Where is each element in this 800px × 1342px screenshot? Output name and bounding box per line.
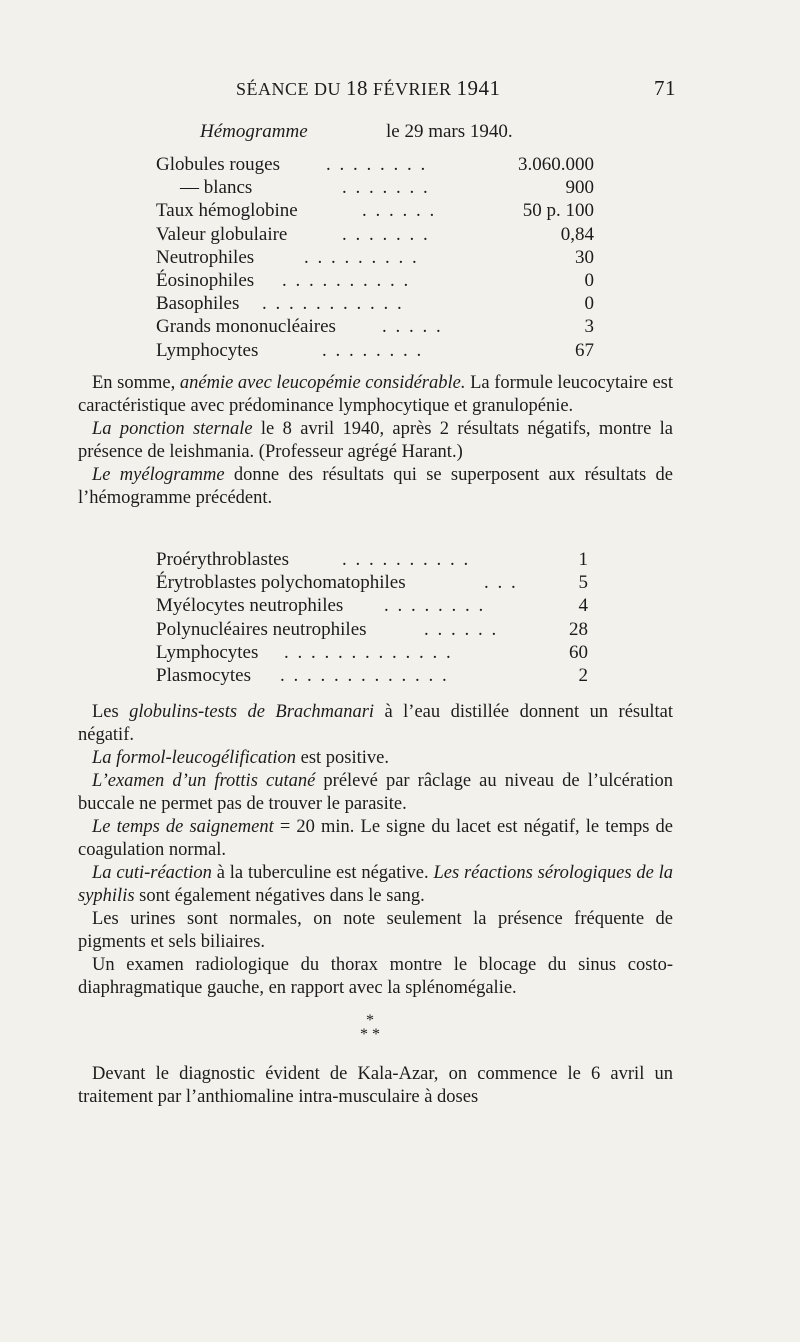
row-label: Globules rouges — [156, 154, 281, 175]
row-leader: . . . . . . . . — [322, 339, 424, 361]
row-label: Grands mononucléaires — [156, 316, 336, 338]
row-leader: . . . . . . . . . . — [282, 269, 411, 291]
table-row — [156, 594, 588, 617]
row-value: 2 — [578, 664, 588, 686]
row-value: 0 — [584, 269, 594, 291]
table-row — [156, 292, 594, 315]
table-row — [156, 176, 594, 199]
table-row — [156, 246, 594, 269]
row-leader: . . . . . . . . . . . . . — [280, 664, 449, 686]
row-leader: . . . . . . . . . — [304, 246, 419, 268]
text-run: à l’eau distillée donnent un résultat négatif. — [78, 702, 674, 745]
myelogram-table — [156, 548, 588, 687]
hemogram-heading — [200, 121, 600, 143]
header-month: FÉVRIER — [368, 79, 457, 99]
text-run: = 20 min. Le signe du lacet est négatif, le temps de coagulation normal. — [78, 817, 673, 860]
row-label: Taux hémoglobine — [156, 200, 298, 222]
text-run-italic: Le temps de saignement — [92, 817, 274, 837]
row-leader: . . . . . . . . . . . . . — [284, 641, 453, 663]
row-label: Lymphocytes — [156, 641, 259, 663]
row-value: 3 — [584, 316, 594, 338]
table-row — [156, 641, 588, 664]
body-text-block-2 — [78, 701, 673, 1000]
row-value: 50 p. 100 — [522, 200, 594, 222]
row-value: 900 — [565, 177, 594, 199]
table-row — [156, 618, 588, 641]
row-label: Lymphocytes — [156, 339, 259, 361]
row-leader: . . . . . . . — [342, 177, 430, 199]
row-value: 30 — [575, 246, 594, 268]
text-run: Les — [92, 702, 130, 722]
row-leader: . . . . . . . — [342, 223, 430, 245]
body-text-block-3 — [78, 1063, 673, 1109]
body-text-block-1 — [78, 372, 673, 510]
paragraph: Un examen radiologique du thorax montre le blocage du sinus costo-diaphragmatique gauche, en rapport avec la splénomégalie. — [78, 955, 673, 998]
text-run: donne des résultats qui se superposent aux résultats de l’hémogramme précédent. — [78, 465, 673, 508]
text-run-italic: Le myélogramme — [92, 465, 225, 485]
table-row — [156, 223, 594, 246]
hemogram-table — [156, 153, 594, 362]
section-separator — [350, 1014, 390, 1042]
text-run-italic: anémie avec leucopémie considérable. — [179, 373, 466, 393]
row-label: Myélocytes neutrophiles — [156, 595, 344, 617]
paragraph — [78, 464, 673, 510]
paragraph — [78, 701, 673, 747]
row-label — [156, 176, 252, 199]
separator-stars-bottom: * * — [360, 1026, 380, 1043]
paragraph: Les urines sont normales, on note seulement la présence fréquente de pigments et sels biliaires. — [78, 909, 673, 952]
row-value: 28 — [569, 618, 588, 640]
table-row — [156, 153, 594, 176]
row-label-text: — blancs — [180, 177, 253, 199]
row-leader: . . . . . . . . — [384, 595, 486, 617]
table-row — [156, 269, 594, 292]
header-title — [236, 76, 501, 101]
row-label: Neutrophiles — [156, 246, 255, 268]
row-value: 1 — [578, 549, 588, 570]
row-value: 4 — [578, 595, 588, 617]
text-run: est positive. — [296, 748, 390, 768]
hemogram-date: le 29 mars 1940. — [386, 121, 513, 142]
text-run-italic: L’examen d’un frottis cutané — [92, 771, 316, 791]
row-label: Basophiles — [156, 293, 240, 315]
header-day: 18 — [346, 76, 369, 100]
text-run-italic: La cuti-réaction — [92, 863, 212, 883]
table-row — [156, 664, 588, 687]
table-row — [156, 548, 588, 571]
row-value: 3.060.000 — [518, 154, 594, 175]
row-leader: . . . . . . — [424, 618, 499, 640]
paragraph — [78, 418, 673, 464]
row-value: 67 — [575, 339, 594, 361]
text-run: sont également négatives dans le sang. — [134, 886, 425, 906]
text-run: à la tuberculine est négative. — [211, 863, 434, 883]
row-leader: . . . . . — [382, 316, 443, 338]
header-year: 1941 — [456, 76, 501, 100]
text-run: La formule leucocytaire est caractéristique avec prédominance lymphocytique et granulopénie. — [78, 373, 673, 416]
page-number: 71 — [654, 76, 676, 100]
row-value: 0,84 — [560, 223, 594, 245]
row-leader: . . . . . . . . . . — [342, 549, 471, 570]
row-value: 5 — [578, 572, 588, 594]
text-run-italic: Les réactions sérologiques de la syphilis — [78, 863, 674, 906]
row-label: Plasmocytes — [156, 664, 251, 686]
paragraph — [78, 747, 673, 770]
row-value: 60 — [569, 641, 588, 663]
row-label: Érytroblastes polychomatophiles — [156, 572, 406, 594]
text-run: En somme, — [92, 373, 180, 393]
text-run-italic: La formol-leucogélification — [92, 748, 296, 768]
row-label: Éosinophiles — [156, 269, 255, 291]
header-left: SÉANCE DU — [236, 79, 347, 99]
row-leader: . . . . . . — [362, 200, 437, 222]
paragraph — [78, 816, 673, 862]
paragraph — [78, 372, 673, 418]
row-leader: . . . . . . . . . . . — [262, 293, 404, 315]
running-header — [236, 74, 676, 104]
row-label: Polynucléaires neutrophiles — [156, 618, 367, 640]
text-run: le 8 avril 1940, après 2 résultats négatifs, montre la présence de leishmania. (Professeur agrégé Harant.) — [78, 419, 673, 462]
row-label: Proérythroblastes — [156, 549, 289, 570]
table-row — [156, 571, 588, 594]
separator-star-top: * — [366, 1012, 374, 1029]
row-leader: . . . . . . . . — [326, 154, 428, 175]
hemogram-title: Hémogramme — [200, 121, 308, 142]
table-row — [156, 315, 594, 338]
row-value: 0 — [584, 293, 594, 315]
row-leader: . . . — [484, 572, 518, 594]
text-run-italic: globulins-tests de Brachmanari — [129, 702, 375, 722]
text-run-italic: La ponction sternale — [92, 419, 253, 439]
table-row — [156, 199, 594, 222]
text-run: prélevé par râclage au niveau de l’ulcération buccale ne permet pas de trouver le parasite. — [78, 771, 673, 814]
paragraph — [78, 770, 673, 816]
table-row — [156, 339, 594, 362]
paragraph: Devant le diagnostic évident de Kala-Azar, on commence le 6 avril un traitement par l’anthiomaline intra-musculaire à doses — [78, 1064, 673, 1107]
row-label: Valeur globulaire — [156, 223, 288, 245]
paragraph — [78, 862, 673, 908]
